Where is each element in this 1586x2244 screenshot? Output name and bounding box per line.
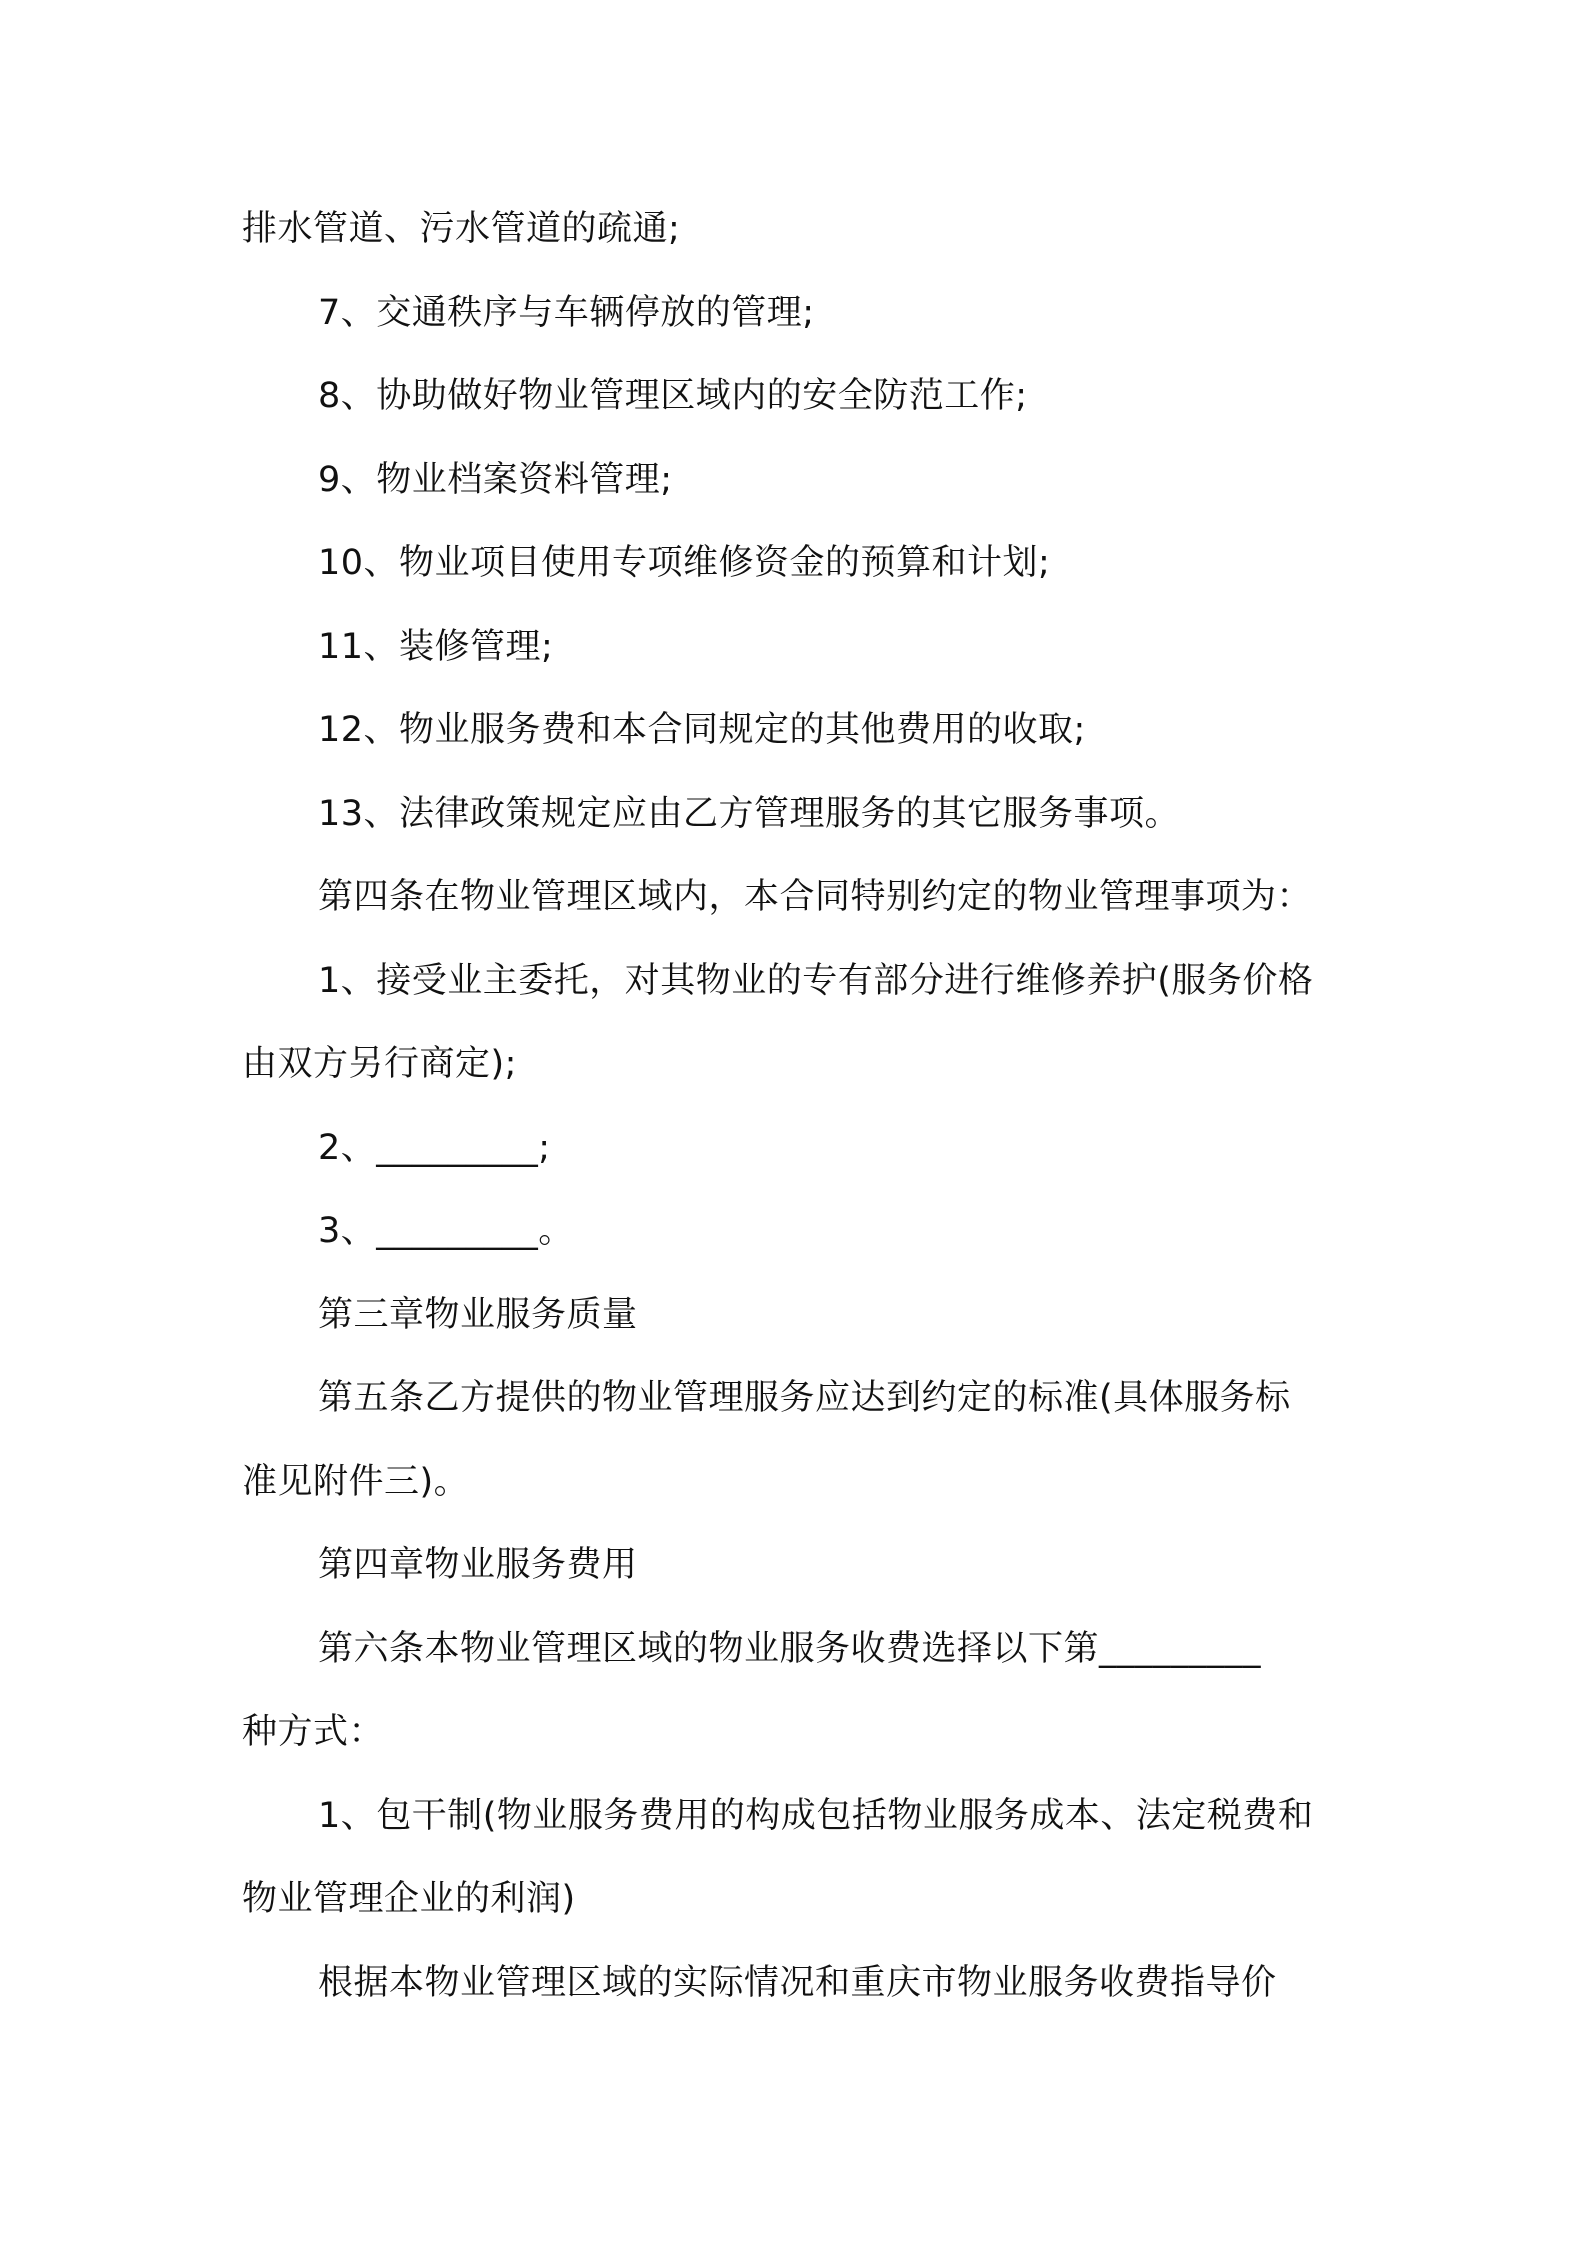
list-item-7: 7、交通秩序与车辆停放的管理; [318,293,815,333]
list-item-13: 13、法律政策规定应由乙方管理服务的其它服务事项。 [318,794,1181,834]
article-4-item-3: 3、_________。 [318,1211,574,1251]
article-4-item-1-continued: 由双方另行商定); [242,1044,517,1084]
article-5-text-continued: 准见附件三)。 [242,1462,470,1502]
article-6-option-1-continued: 物业管理企业的利润) [242,1879,576,1919]
chapter-3-heading: 第三章物业服务质量 [318,1295,638,1335]
paragraph-line: 根据本物业管理区域的实际情况和重庆市物业服务收费指导价 [318,1963,1277,2003]
article-4-heading: 第四条在物业管理区域内，本合同特别约定的物业管理事项为： [318,877,1313,917]
article-6-text: 第六条本物业管理区域的物业服务收费选择以下第_________ [318,1629,1262,1669]
list-item-8: 8、协助做好物业管理区域内的安全防范工作; [318,376,1028,416]
article-5-text: 第五条乙方提供的物业管理服务应达到约定的标准(具体服务标 [318,1378,1291,1418]
article-4-item-2: 2、_________; [318,1128,551,1168]
paragraph-line: 排水管道、污水管道的疏通; [242,209,681,249]
list-item-11: 11、装修管理; [318,627,554,667]
chapter-4-heading: 第四章物业服务费用 [318,1545,638,1585]
article-4-item-1: 1、接受业主委托，对其物业的专有部分进行维修养护(服务价格 [318,961,1314,1001]
list-item-9: 9、物业档案资料管理; [318,460,673,500]
article-6-option-1: 1、包干制(物业服务费用的构成包括物业服务成本、法定税费和 [318,1796,1314,1836]
article-6-text-continued: 种方式： [242,1712,385,1752]
list-item-12: 12、物业服务费和本合同规定的其他费用的收取; [318,710,1086,750]
list-item-10: 10、物业项目使用专项维修资金的预算和计划; [318,543,1051,583]
